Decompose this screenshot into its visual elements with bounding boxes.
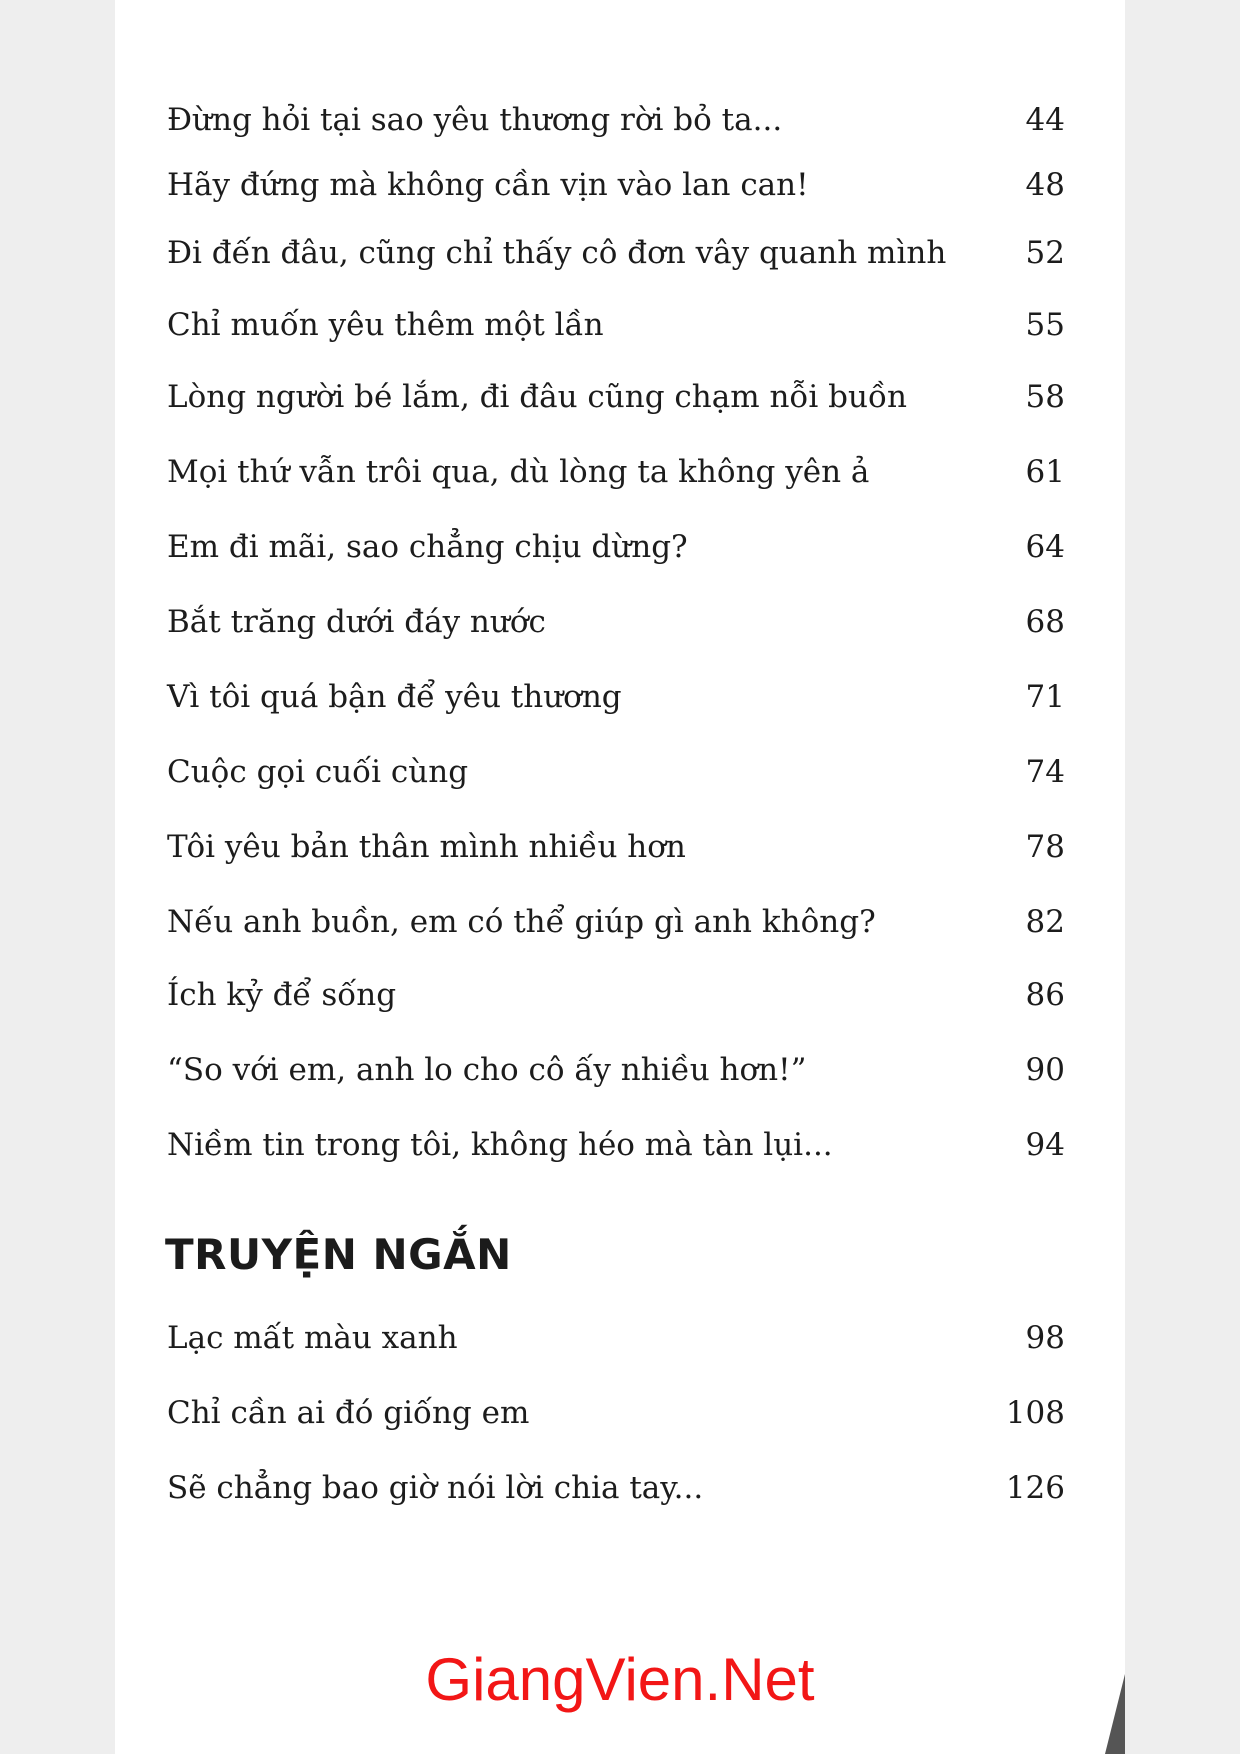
toc-entry-page: 48 xyxy=(1025,167,1065,203)
toc-entry-title: Lạc mất màu xanh xyxy=(167,1320,458,1356)
toc-entry-title: Tôi yêu bản thân mình nhiều hơn xyxy=(167,829,686,865)
toc-entry-title: Nếu anh buồn, em có thể giúp gì anh không? xyxy=(167,904,876,940)
toc-entry xyxy=(167,228,1065,278)
toc-entry-page: 82 xyxy=(1025,904,1065,940)
toc-entry-page: 55 xyxy=(1025,307,1065,343)
toc-entry-title: Em đi mãi, sao chẳng chịu dừng? xyxy=(167,529,688,565)
toc-entry-page: 58 xyxy=(1025,379,1065,415)
toc-entry xyxy=(167,447,1065,497)
toc-entry-title: Đi đến đâu, cũng chỉ thấy cô đơn vây quanh mình xyxy=(167,235,947,271)
toc-entry xyxy=(167,300,1065,350)
toc-entry xyxy=(167,1388,1065,1438)
toc-entry xyxy=(167,747,1065,797)
toc-entry-title: Hãy đứng mà không cần vịn vào lan can! xyxy=(167,167,809,203)
toc-entry-title: Lòng người bé lắm, đi đâu cũng chạm nỗi buồn xyxy=(167,379,907,415)
toc-entry-title: Cuộc gọi cuối cùng xyxy=(167,754,469,790)
toc-entry xyxy=(167,522,1065,572)
toc-entry-page: 61 xyxy=(1025,454,1065,490)
toc-entry-page: 78 xyxy=(1025,829,1065,865)
toc-entry-title: Mọi thứ vẫn trôi qua, dù lòng ta không yên ả xyxy=(167,454,870,490)
toc-entry xyxy=(167,970,1065,1020)
toc-entry-page: 44 xyxy=(1025,102,1065,138)
toc-entry xyxy=(167,1045,1065,1095)
toc-entry-page: 74 xyxy=(1025,754,1065,790)
toc-entry-title: Chỉ cần ai đó giống em xyxy=(167,1395,530,1431)
toc-entry-title: Vì tôi quá bận để yêu thương xyxy=(167,679,622,715)
toc-entry xyxy=(167,160,1065,210)
toc-entry-page: 126 xyxy=(1005,1470,1065,1506)
toc-entry xyxy=(167,597,1065,647)
watermark-text: GiangVien.Net xyxy=(425,1646,815,1713)
toc-entry-page: 52 xyxy=(1025,235,1065,271)
toc-entry-title: Bắt trăng dưới đáy nước xyxy=(167,604,546,640)
toc-entry xyxy=(167,95,1065,145)
toc-entry-page: 68 xyxy=(1025,604,1065,640)
toc-entry-page: 71 xyxy=(1025,679,1065,715)
toc-entry-title: Sẽ chẳng bao giờ nói lời chia tay... xyxy=(167,1470,704,1506)
toc-entry-page: 98 xyxy=(1025,1320,1065,1356)
toc-entry xyxy=(167,822,1065,872)
toc-entry-title: Đừng hỏi tại sao yêu thương rời bỏ ta... xyxy=(167,102,783,138)
toc-entry xyxy=(167,672,1065,722)
section-heading: TRUYỆN NGẮN xyxy=(165,1230,512,1279)
toc-entry xyxy=(167,1313,1065,1363)
toc-entry-title: “So với em, anh lo cho cô ấy nhiều hơn!” xyxy=(167,1052,807,1088)
toc-entry xyxy=(167,1463,1065,1513)
toc-entry xyxy=(167,372,1065,422)
toc-entry-page: 90 xyxy=(1025,1052,1065,1088)
book-page xyxy=(115,0,1125,1754)
toc-entry-title: Niềm tin trong tôi, không héo mà tàn lụi... xyxy=(167,1127,833,1163)
toc-entry-page: 108 xyxy=(1005,1395,1065,1431)
table-of-contents xyxy=(115,0,1125,1754)
toc-entry xyxy=(167,897,1065,947)
toc-entry-title: Chỉ muốn yêu thêm một lần xyxy=(167,307,604,343)
toc-entry-page: 64 xyxy=(1025,529,1065,565)
toc-entry-page: 94 xyxy=(1025,1127,1065,1163)
toc-entry-page: 86 xyxy=(1025,977,1065,1013)
toc-entry xyxy=(167,1120,1065,1170)
toc-entry-title: Ích kỷ để sống xyxy=(167,977,397,1013)
